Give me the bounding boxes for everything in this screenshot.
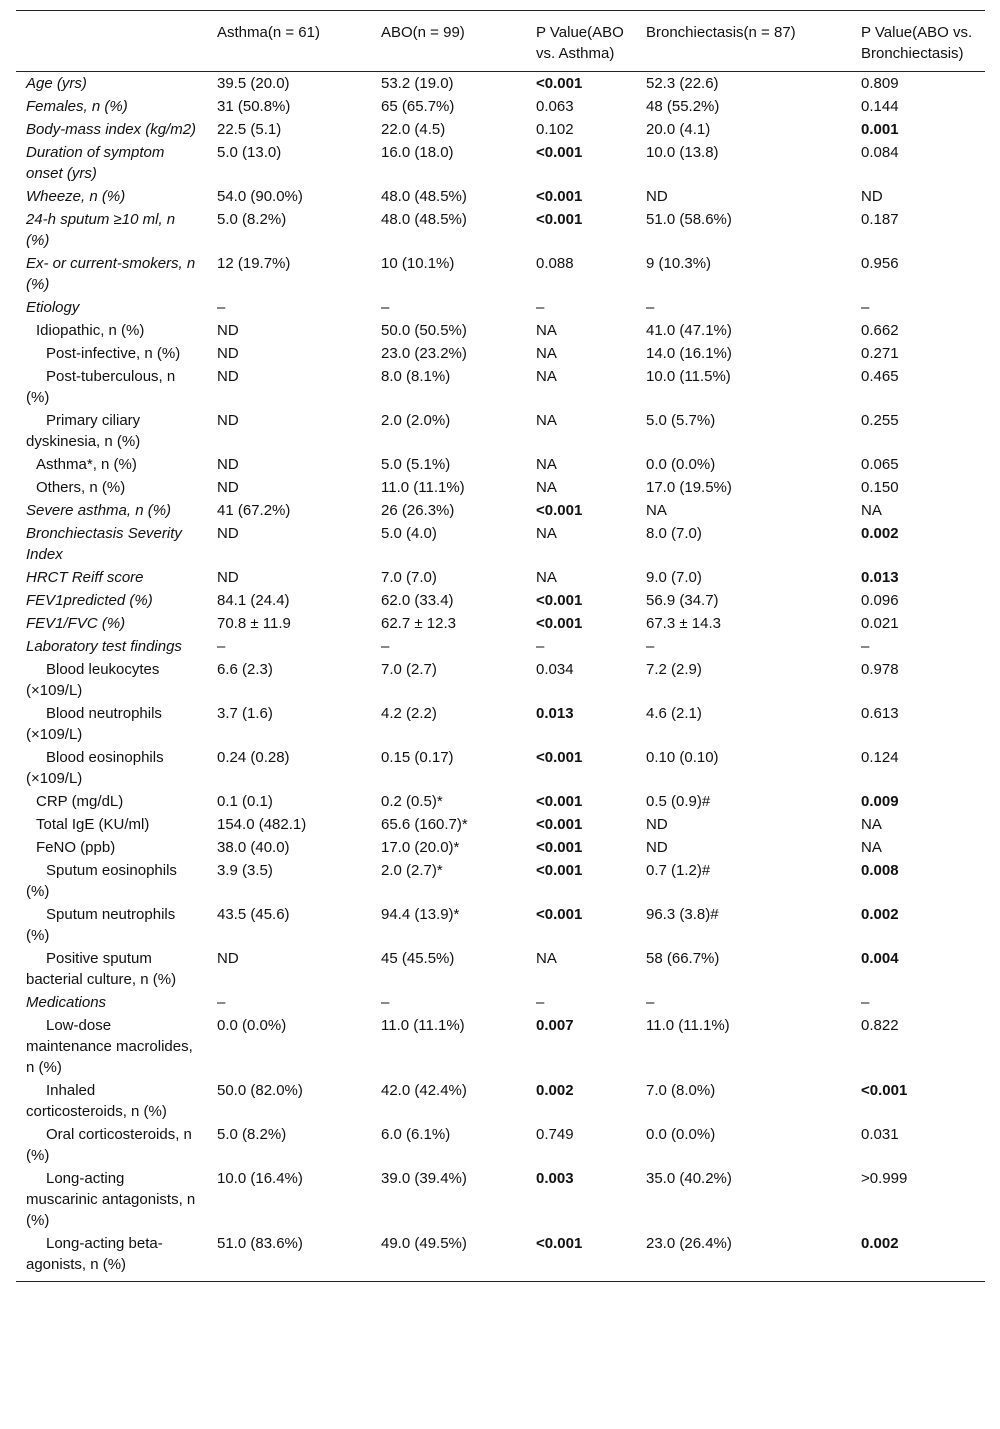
cell-bronchiectasis: 51.0 (58.6%)	[646, 211, 732, 228]
cell-p-abo-vs-bronchiectasis: 0.008	[861, 862, 899, 879]
table-row	[16, 1079, 985, 1123]
cell-p-abo-vs-bronchiectasis: NA	[861, 839, 882, 856]
cell-p-abo-vs-bronchiectasis: –	[861, 994, 870, 1011]
cell-asthma: 3.7 (1.6)	[217, 705, 273, 722]
table-row	[16, 991, 985, 1014]
table-row	[16, 746, 985, 790]
row-label: Sputum neutrophils (%)	[26, 906, 176, 944]
table-row	[16, 1123, 985, 1167]
cell-p-abo-vs-bronchiectasis: 0.021	[861, 615, 899, 632]
table-row	[16, 95, 985, 118]
table-row	[16, 658, 985, 702]
cell-p-abo-vs-asthma: NA	[536, 368, 557, 385]
table-row	[16, 522, 985, 566]
cell-p-abo-vs-bronchiectasis: 0.004	[861, 950, 899, 967]
cell-p-abo-vs-bronchiectasis: 0.809	[861, 75, 899, 92]
header-blank	[16, 11, 207, 72]
cell-asthma: 70.8 ± 11.9	[217, 615, 291, 632]
cell-bronchiectasis: 23.0 (26.4%)	[646, 1235, 732, 1252]
cell-p-abo-vs-bronchiectasis: 0.124	[861, 749, 899, 766]
cell-bronchiectasis: 0.5 (0.9)#	[646, 793, 711, 810]
table-body	[16, 72, 985, 1282]
cell-bronchiectasis: 52.3 (22.6)	[646, 75, 719, 92]
cell-asthma: 39.5 (20.0)	[217, 75, 290, 92]
table-row	[16, 342, 985, 365]
cell-asthma: 0.24 (0.28)	[217, 749, 290, 766]
cell-abo: 11.0 (11.1%)	[381, 1017, 465, 1034]
table-row	[16, 813, 985, 836]
cell-abo: 23.0 (23.2%)	[381, 345, 467, 362]
cell-p-abo-vs-asthma: 0.013	[536, 705, 574, 722]
cell-p-abo-vs-bronchiectasis: 0.002	[861, 1235, 899, 1252]
cell-p-abo-vs-bronchiectasis: 0.084	[861, 144, 899, 161]
header-asthma: Asthma(n = 61)	[217, 24, 320, 41]
cell-p-abo-vs-asthma: <0.001	[536, 144, 583, 161]
cell-abo: 16.0 (18.0)	[381, 144, 454, 161]
cell-p-abo-vs-bronchiectasis: –	[861, 638, 870, 655]
cell-asthma: 154.0 (482.1)	[217, 816, 307, 833]
cell-p-abo-vs-bronchiectasis: 0.001	[861, 121, 899, 138]
table-row	[16, 141, 985, 185]
row-label: Long-acting muscarinic antagonists, n (%)	[26, 1170, 196, 1229]
cell-p-abo-vs-asthma: 0.034	[536, 661, 574, 678]
cell-asthma: ND	[217, 368, 239, 385]
cell-p-abo-vs-bronchiectasis: 0.065	[861, 456, 899, 473]
table-row	[16, 476, 985, 499]
cell-asthma: 41 (67.2%)	[217, 502, 291, 519]
row-label: Blood leukocytes (×109/L)	[26, 661, 160, 699]
cell-asthma: 84.1 (24.4)	[217, 592, 290, 609]
cell-p-abo-vs-asthma: NA	[536, 412, 557, 429]
cell-bronchiectasis: NA	[646, 502, 667, 519]
cell-asthma: ND	[217, 456, 239, 473]
cell-abo: –	[381, 638, 390, 655]
row-label: Bronchiectasis Severity Index	[26, 525, 182, 563]
cell-p-abo-vs-bronchiectasis: 0.002	[861, 906, 899, 923]
cell-asthma: 5.0 (8.2%)	[217, 211, 287, 228]
cell-asthma: ND	[217, 322, 239, 339]
cell-p-abo-vs-bronchiectasis: 0.465	[861, 368, 899, 385]
cell-bronchiectasis: 67.3 ± 14.3	[646, 615, 721, 632]
table-row	[16, 319, 985, 342]
table-row	[16, 790, 985, 813]
cell-bronchiectasis: 41.0 (47.1%)	[646, 322, 732, 339]
cell-asthma: 38.0 (40.0)	[217, 839, 290, 856]
cell-bronchiectasis: 10.0 (11.5%)	[646, 368, 731, 385]
cell-p-abo-vs-bronchiectasis: 0.009	[861, 793, 899, 810]
table-row	[16, 903, 985, 947]
cell-p-abo-vs-asthma: <0.001	[536, 592, 583, 609]
table-row	[16, 859, 985, 903]
row-label: Wheeze, n (%)	[26, 188, 126, 205]
table-row	[16, 635, 985, 658]
cell-bronchiectasis: 0.10 (0.10)	[646, 749, 719, 766]
row-label: Oral corticosteroids, n (%)	[26, 1126, 192, 1164]
cell-abo: 65.6 (160.7)*	[381, 816, 468, 833]
table-row	[16, 296, 985, 319]
cell-p-abo-vs-asthma: <0.001	[536, 75, 583, 92]
cell-p-abo-vs-asthma: 0.063	[536, 98, 574, 115]
table-row	[16, 118, 985, 141]
cell-p-abo-vs-asthma: 0.003	[536, 1170, 574, 1187]
cell-bronchiectasis: 58 (66.7%)	[646, 950, 720, 967]
cell-asthma: ND	[217, 569, 239, 586]
row-label: FeNO (ppb)	[36, 839, 116, 856]
cell-bronchiectasis: –	[646, 994, 655, 1011]
cell-p-abo-vs-asthma: 0.102	[536, 121, 574, 138]
cell-bronchiectasis: 7.2 (2.9)	[646, 661, 702, 678]
table-row	[16, 702, 985, 746]
row-label: Primary ciliary dyskinesia, n (%)	[26, 412, 141, 450]
cell-abo: 49.0 (49.5%)	[381, 1235, 467, 1252]
cell-bronchiectasis: –	[646, 299, 655, 316]
cell-p-abo-vs-asthma: –	[536, 994, 545, 1011]
row-label: Others, n (%)	[36, 479, 126, 496]
cell-p-abo-vs-bronchiectasis: 0.613	[861, 705, 899, 722]
cell-bronchiectasis: 9 (10.3%)	[646, 255, 712, 272]
row-label: Asthma*, n (%)	[36, 456, 137, 473]
cell-p-abo-vs-bronchiectasis: 0.144	[861, 98, 899, 115]
cell-asthma: 54.0 (90.0%)	[217, 188, 303, 205]
cell-asthma: ND	[217, 950, 239, 967]
cell-abo: 53.2 (19.0)	[381, 75, 454, 92]
cell-p-abo-vs-bronchiectasis: >0.999	[861, 1170, 908, 1187]
row-label: Idiopathic, n (%)	[36, 322, 145, 339]
cell-p-abo-vs-asthma: 0.007	[536, 1017, 574, 1034]
cell-bronchiectasis: 56.9 (34.7)	[646, 592, 719, 609]
cell-abo: 4.2 (2.2)	[381, 705, 437, 722]
table-row	[16, 208, 985, 252]
row-label: FEV1/FVC (%)	[26, 615, 126, 632]
table-row	[16, 252, 985, 296]
cell-p-abo-vs-bronchiectasis: 0.096	[861, 592, 899, 609]
comparison-table	[16, 10, 985, 1282]
cell-abo: 50.0 (50.5%)	[381, 322, 467, 339]
table-row	[16, 1167, 985, 1232]
cell-p-abo-vs-asthma: NA	[536, 525, 557, 542]
cell-p-abo-vs-bronchiectasis: 0.822	[861, 1017, 899, 1034]
cell-bronchiectasis: –	[646, 638, 655, 655]
cell-bronchiectasis: 0.0 (0.0%)	[646, 1126, 716, 1143]
row-label: HRCT Reiff score	[26, 569, 144, 586]
row-label: CRP (mg/dL)	[36, 793, 124, 810]
cell-p-abo-vs-asthma: NA	[536, 950, 557, 967]
cell-abo: –	[381, 299, 390, 316]
cell-bronchiectasis: 0.7 (1.2)#	[646, 862, 711, 879]
cell-abo: 39.0 (39.4%)	[381, 1170, 467, 1187]
cell-p-abo-vs-bronchiectasis: ND	[861, 188, 883, 205]
cell-p-abo-vs-asthma: <0.001	[536, 1235, 583, 1252]
cell-asthma: 10.0 (16.4%)	[217, 1170, 303, 1187]
cell-bronchiectasis: 96.3 (3.8)#	[646, 906, 719, 923]
cell-p-abo-vs-asthma: <0.001	[536, 839, 583, 856]
cell-p-abo-vs-bronchiectasis: NA	[861, 502, 882, 519]
cell-asthma: 3.9 (3.5)	[217, 862, 273, 879]
header-bronchiectasis: Bronchiectasis(n = 87)	[646, 24, 796, 41]
cell-abo: 42.0 (42.4%)	[381, 1082, 467, 1099]
cell-p-abo-vs-asthma: <0.001	[536, 816, 583, 833]
cell-p-abo-vs-asthma: NA	[536, 345, 557, 362]
table-row	[16, 1232, 985, 1282]
cell-abo: 62.7 ± 12.3	[381, 615, 456, 632]
cell-abo: 62.0 (33.4)	[381, 592, 454, 609]
cell-p-abo-vs-asthma: –	[536, 638, 545, 655]
cell-abo: 22.0 (4.5)	[381, 121, 446, 138]
cell-asthma: ND	[217, 345, 239, 362]
row-label: Etiology	[26, 299, 80, 316]
row-label: Long-acting beta-agonists, n (%)	[26, 1235, 163, 1273]
cell-abo: 8.0 (8.1%)	[381, 368, 451, 385]
cell-bronchiectasis: ND	[646, 839, 668, 856]
row-label: Post-tuberculous, n (%)	[26, 368, 176, 406]
row-label: Severe asthma, n (%)	[26, 502, 172, 519]
cell-asthma: –	[217, 994, 226, 1011]
cell-asthma: 5.0 (13.0)	[217, 144, 282, 161]
table-row	[16, 185, 985, 208]
row-label: Post-infective, n (%)	[46, 345, 181, 362]
cell-asthma: 31 (50.8%)	[217, 98, 291, 115]
table-row	[16, 453, 985, 476]
cell-p-abo-vs-asthma: NA	[536, 322, 557, 339]
row-label: Medications	[26, 994, 107, 1011]
cell-asthma: 0.0 (0.0%)	[217, 1017, 287, 1034]
row-label: 24-h sputum ≥10 ml, n (%)	[26, 211, 176, 249]
table-row	[16, 1014, 985, 1079]
cell-abo: 48.0 (48.5%)	[381, 188, 467, 205]
row-label: Age (yrs)	[26, 75, 87, 92]
cell-asthma: 12 (19.7%)	[217, 255, 291, 272]
table-container	[16, 10, 985, 1282]
cell-bronchiectasis: 35.0 (40.2%)	[646, 1170, 732, 1187]
cell-p-abo-vs-asthma: <0.001	[536, 211, 583, 228]
cell-p-abo-vs-bronchiectasis: 0.255	[861, 412, 899, 429]
cell-asthma: –	[217, 638, 226, 655]
cell-p-abo-vs-asthma: NA	[536, 479, 557, 496]
cell-p-abo-vs-bronchiectasis: 0.956	[861, 255, 899, 272]
cell-p-abo-vs-asthma: <0.001	[536, 188, 583, 205]
cell-abo: 45 (45.5%)	[381, 950, 455, 967]
table-row	[16, 836, 985, 859]
cell-abo: 7.0 (2.7)	[381, 661, 437, 678]
cell-bronchiectasis: 20.0 (4.1)	[646, 121, 711, 138]
cell-p-abo-vs-bronchiectasis: 0.978	[861, 661, 899, 678]
cell-abo: 48.0 (48.5%)	[381, 211, 467, 228]
cell-abo: 0.15 (0.17)	[381, 749, 454, 766]
row-label: Total IgE (KU/ml)	[36, 816, 150, 833]
cell-abo: –	[381, 994, 390, 1011]
cell-abo: 17.0 (20.0)*	[381, 839, 460, 856]
cell-bronchiectasis: 17.0 (19.5%)	[646, 479, 732, 496]
cell-abo: 2.0 (2.7)*	[381, 862, 443, 879]
cell-asthma: ND	[217, 525, 239, 542]
cell-p-abo-vs-asthma: –	[536, 299, 545, 316]
cell-asthma: 22.5 (5.1)	[217, 121, 282, 138]
row-label: FEV1predicted (%)	[26, 592, 153, 609]
cell-abo: 7.0 (7.0)	[381, 569, 437, 586]
cell-p-abo-vs-asthma: <0.001	[536, 749, 583, 766]
row-label: Sputum eosinophils (%)	[26, 862, 177, 900]
cell-bronchiectasis: 7.0 (8.0%)	[646, 1082, 716, 1099]
cell-bronchiectasis: 10.0 (13.8)	[646, 144, 719, 161]
header-p-abo-vs-bronchiectasis: P Value(ABO vs. Bronchiectasis)	[861, 24, 973, 62]
row-label: Blood neutrophils (×109/L)	[26, 705, 162, 743]
cell-asthma: 6.6 (2.3)	[217, 661, 273, 678]
row-label: Body-mass index (kg/m2)	[26, 121, 197, 138]
cell-abo: 2.0 (2.0%)	[381, 412, 451, 429]
row-label: Positive sputum bacterial culture, n (%)	[26, 950, 177, 988]
header-row	[16, 11, 985, 72]
cell-p-abo-vs-bronchiectasis: 0.013	[861, 569, 899, 586]
cell-bronchiectasis: 0.0 (0.0%)	[646, 456, 716, 473]
header-abo: ABO(n = 99)	[381, 24, 465, 41]
cell-asthma: 43.5 (45.6)	[217, 906, 290, 923]
cell-abo: 10 (10.1%)	[381, 255, 455, 272]
cell-abo: 11.0 (11.1%)	[381, 479, 465, 496]
cell-p-abo-vs-bronchiectasis: NA	[861, 816, 882, 833]
cell-p-abo-vs-asthma: <0.001	[536, 615, 583, 632]
cell-asthma: –	[217, 299, 226, 316]
table-row	[16, 947, 985, 991]
cell-bronchiectasis: 9.0 (7.0)	[646, 569, 702, 586]
row-label: Blood eosinophils (×109/L)	[26, 749, 164, 787]
cell-abo: 5.0 (4.0)	[381, 525, 437, 542]
cell-p-abo-vs-asthma: NA	[536, 569, 557, 586]
cell-p-abo-vs-asthma: 0.002	[536, 1082, 574, 1099]
cell-p-abo-vs-bronchiectasis: 0.187	[861, 211, 899, 228]
cell-bronchiectasis: 48 (55.2%)	[646, 98, 720, 115]
row-label: Ex- or current-smokers, n (%)	[26, 255, 196, 293]
row-label: Duration of symptom onset (yrs)	[26, 144, 165, 182]
cell-bronchiectasis: 14.0 (16.1%)	[646, 345, 732, 362]
cell-bronchiectasis: 4.6 (2.1)	[646, 705, 702, 722]
cell-bronchiectasis: 8.0 (7.0)	[646, 525, 702, 542]
table-row	[16, 499, 985, 522]
cell-p-abo-vs-bronchiectasis: 0.031	[861, 1126, 899, 1143]
cell-p-abo-vs-bronchiectasis: 0.002	[861, 525, 899, 542]
cell-p-abo-vs-bronchiectasis: 0.271	[861, 345, 899, 362]
table-row	[16, 566, 985, 589]
cell-asthma: 0.1 (0.1)	[217, 793, 273, 810]
header-p-abo-vs-asthma: P Value(ABO vs. Asthma)	[536, 24, 624, 62]
cell-abo: 65 (65.7%)	[381, 98, 455, 115]
cell-abo: 26 (26.3%)	[381, 502, 455, 519]
table-row	[16, 72, 985, 96]
cell-asthma: ND	[217, 479, 239, 496]
cell-bronchiectasis: ND	[646, 188, 668, 205]
cell-p-abo-vs-asthma: <0.001	[536, 862, 583, 879]
row-label: Low-dose maintenance macrolides, n (%)	[26, 1017, 193, 1076]
cell-p-abo-vs-asthma: <0.001	[536, 793, 583, 810]
cell-asthma: 5.0 (8.2%)	[217, 1126, 287, 1143]
cell-bronchiectasis: ND	[646, 816, 668, 833]
cell-p-abo-vs-asthma: 0.088	[536, 255, 574, 272]
cell-asthma: 50.0 (82.0%)	[217, 1082, 303, 1099]
cell-p-abo-vs-asthma: <0.001	[536, 906, 583, 923]
cell-p-abo-vs-asthma: 0.749	[536, 1126, 574, 1143]
cell-abo: 0.2 (0.5)*	[381, 793, 443, 810]
cell-abo: 6.0 (6.1%)	[381, 1126, 451, 1143]
cell-p-abo-vs-bronchiectasis: <0.001	[861, 1082, 908, 1099]
row-label: Laboratory test findings	[26, 638, 182, 655]
cell-asthma: 51.0 (83.6%)	[217, 1235, 303, 1252]
table-row	[16, 612, 985, 635]
cell-p-abo-vs-bronchiectasis: –	[861, 299, 870, 316]
cell-p-abo-vs-bronchiectasis: 0.150	[861, 479, 899, 496]
table-row	[16, 409, 985, 453]
row-label: Inhaled corticosteroids, n (%)	[26, 1082, 167, 1120]
cell-abo: 5.0 (5.1%)	[381, 456, 451, 473]
cell-asthma: ND	[217, 412, 239, 429]
cell-p-abo-vs-bronchiectasis: 0.662	[861, 322, 899, 339]
cell-abo: 94.4 (13.9)*	[381, 906, 460, 923]
cell-bronchiectasis: 5.0 (5.7%)	[646, 412, 716, 429]
cell-p-abo-vs-asthma: <0.001	[536, 502, 583, 519]
row-label: Females, n (%)	[26, 98, 128, 115]
table-row	[16, 365, 985, 409]
cell-p-abo-vs-asthma: NA	[536, 456, 557, 473]
table-row	[16, 589, 985, 612]
cell-bronchiectasis: 11.0 (11.1%)	[646, 1017, 730, 1034]
